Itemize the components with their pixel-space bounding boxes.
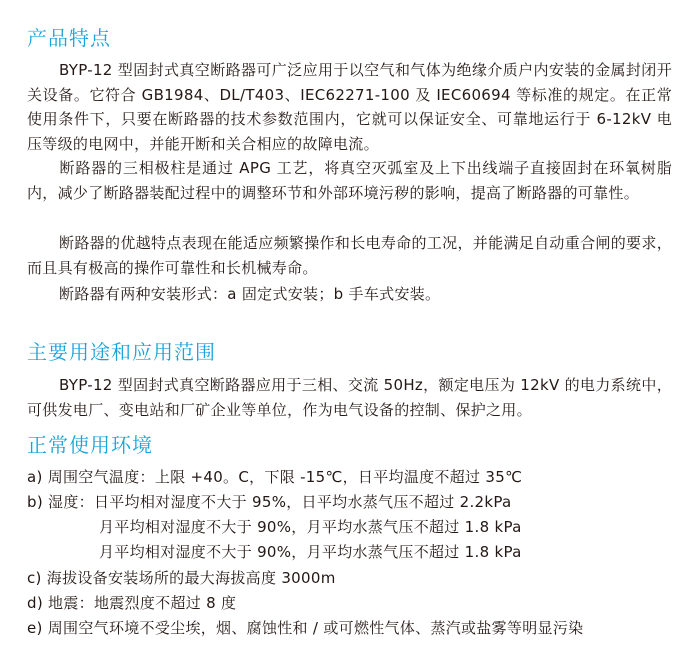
usage-paragraph <box>27 373 672 422</box>
environment-item-a: a) 周围空气温度：上限 +40。C，下限 -15℃，日平均温度不超过 35℃ <box>27 468 523 486</box>
environment-item-c: c) 海拔设备安装场所的最大海拔高度 3000m <box>27 569 336 587</box>
features-paragraph-2-text: 断路器的三相极柱是通过 APG 工艺，将真空灭弧室及上下出线端子直接固封在环氧树脂内，减少了断路器装配过程中的调整环节和外部环境污秽的影响，提高了断路器的可靠性。 <box>27 159 672 202</box>
features-paragraph-2 <box>27 156 672 205</box>
features-paragraph-1 <box>27 58 672 156</box>
environment-item-e: e) 周围空气环境不受尘埃，烟、腐蚀性和 / 或可燃性气体、蒸汽或盐雾等明显污染 <box>27 619 584 637</box>
environment-heading: 正常使用环境 <box>27 433 153 457</box>
usage-paragraph-text: BYP-12 型固封式真空断路器应用于三相、交流 50Hz，额定电压为 12kV 的电力系统中，可供发电厂、变电站和厂矿企业等单位，作为电气设备的控制、保护之用。 <box>27 376 672 419</box>
features-paragraph-1-text: BYP-12 型固封式真空断路器可广泛应用于以空气和气体为绝缘介质户内安装的金属封闭开关设备。它符合 GB1984、DL/T403、IEC62271-100 及 IEC60694 等标准的规定。在正常使用条件下，只要在断路器的技术参数范围内，它就可以保证安全、可靠地运行于 6-12kV 电压等级的电网中，并能开断和关合相应的故障电流。 <box>27 61 672 153</box>
features-paragraph-4 <box>27 282 672 307</box>
usage-heading: 主要用途和应用范围 <box>27 340 216 364</box>
environment-item-d: d) 地震：地震烈度不超过 8 度 <box>27 594 237 612</box>
environment-item-b-line-2: 月平均相对湿度不大于 90%，月平均水蒸气压不超过 1.8 kPa <box>99 518 522 536</box>
features-paragraph-4-text: 断路器有两种安装形式：a 固定式安装；b 手车式安装。 <box>59 285 441 303</box>
environment-item-b: b) 湿度：日平均相对湿度不大于 95%，日平均水蒸气压不超过 2.2kPa <box>27 493 512 511</box>
features-heading: 产品特点 <box>27 26 111 50</box>
features-paragraph-3-text: 断路器的优越特点表现在能适应频繁操作和长电寿命的工况，并能满足自动重合闸的要求，而且具有极高的操作可靠性和长机械寿命。 <box>27 234 672 277</box>
environment-item-b-line-3: 月平均相对湿度不大于 90%，月平均水蒸气压不超过 1.8 kPa <box>99 543 522 561</box>
features-paragraph-3 <box>27 231 672 280</box>
